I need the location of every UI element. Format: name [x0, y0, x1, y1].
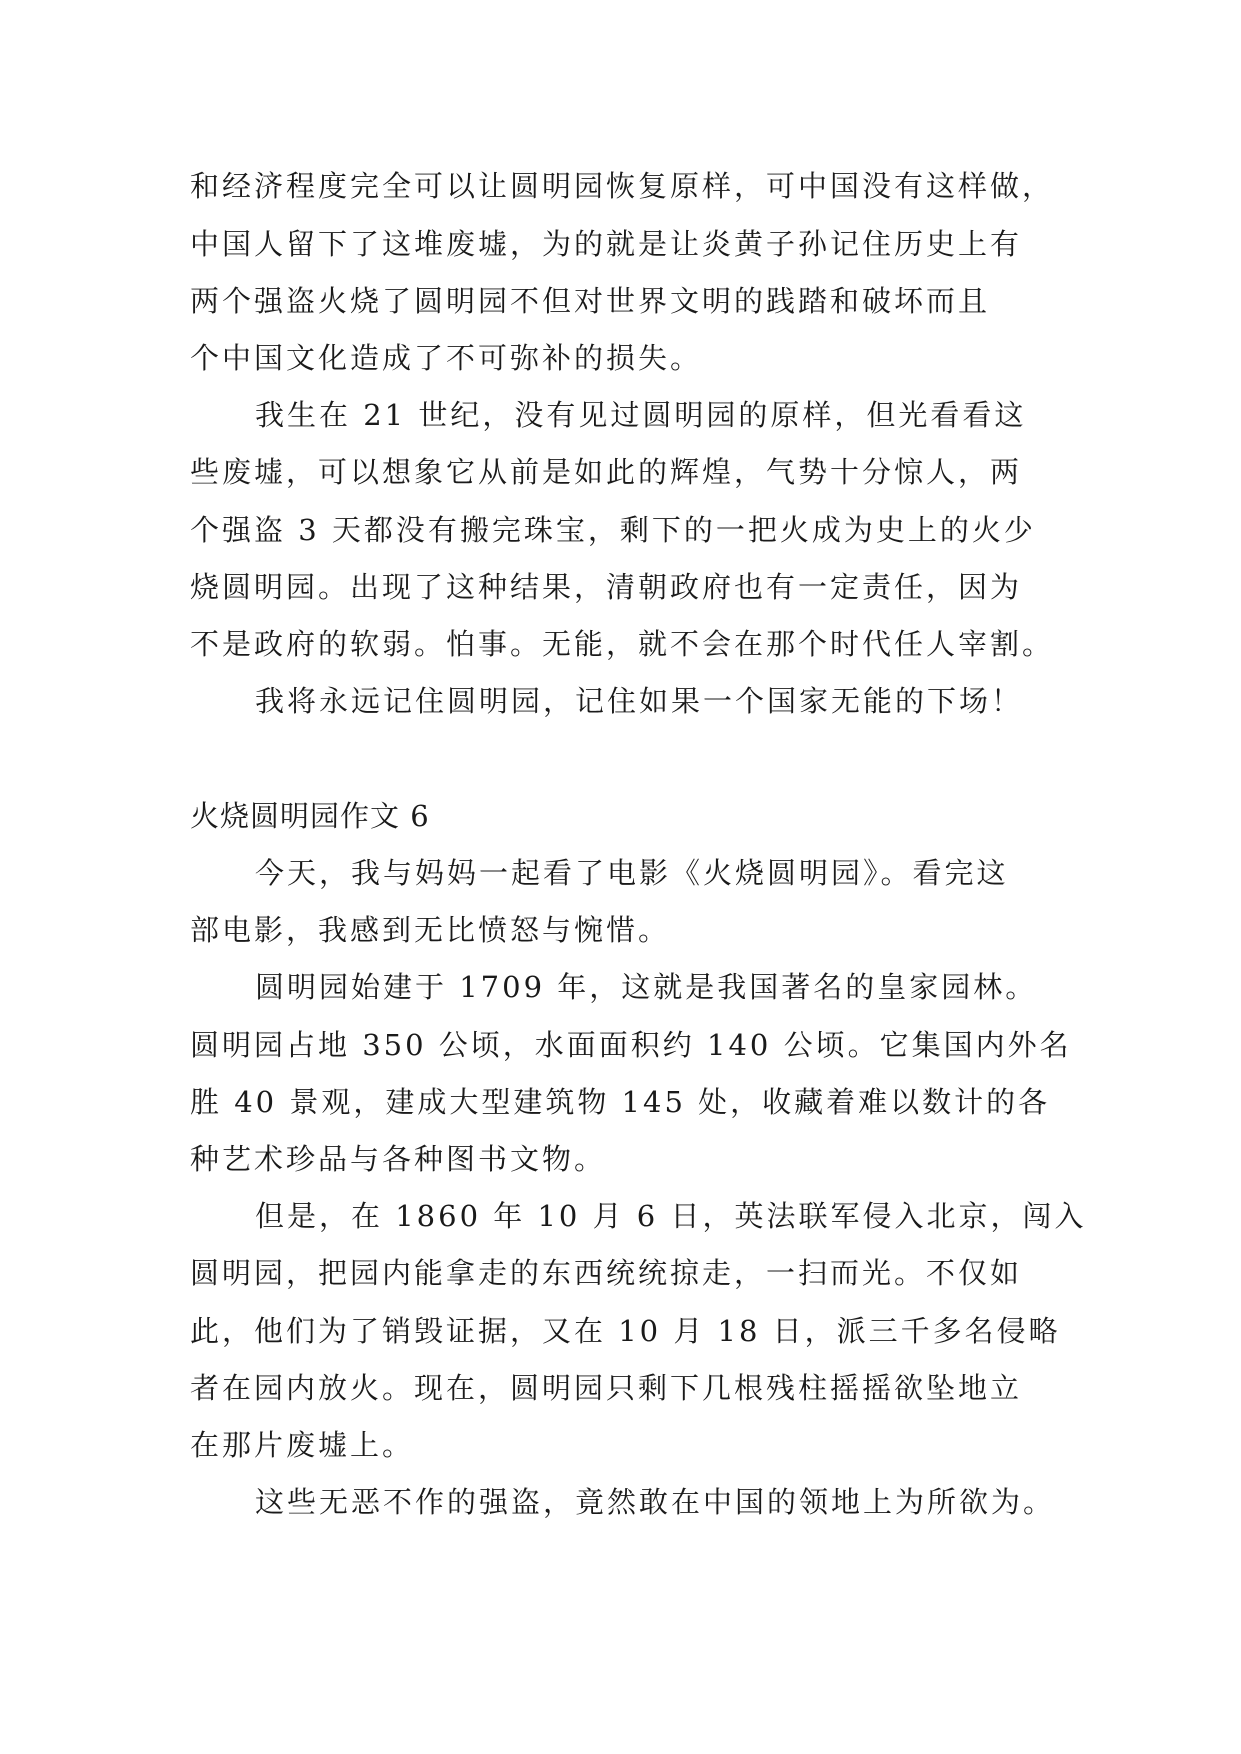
text-line: 部电影，我感到无比愤怒与惋惜。 [190, 913, 671, 947]
text-line: 种艺术珍品与各种图书文物。 [190, 1142, 607, 1176]
text-line: 个强盗 3 天都没有搬完珠宝，剩下的一把火成为史上的火少 [190, 513, 1036, 547]
text-line: 圆明园始建于 1709 年，这就是我国著名的皇家园林。 [255, 970, 1038, 1004]
text-line: 者在园内放火。现在，圆明园只剩下几根残柱摇摇欲坠地立 [190, 1371, 1023, 1405]
text-line: 胜 40 景观，建成大型建筑物 145 处，收藏着难以数计的各 [190, 1085, 1051, 1119]
text-line: 中国人留下了这堆废墟，为的就是让炎黄子孙记住历史上有 [190, 227, 1023, 261]
text-line: 我将永远记住圆明园，记住如果一个国家无能的下场！ [255, 684, 1024, 718]
text-line: 些废墟，可以想象它从前是如此的辉煌，气势十分惊人，两 [190, 455, 1023, 489]
text-line: 但是，在 1860 年 10 月 6 日，英法联军侵入北京，闯入 [255, 1199, 1087, 1233]
text-line: 两个强盗火烧了圆明园不但对世界文明的践踏和破坏而且 [190, 284, 991, 318]
text-line: 不是政府的软弱。怕事。无能，就不会在那个时代任人宰割。 [190, 627, 1055, 661]
text-line: 在那片废墟上。 [190, 1428, 415, 1462]
text-line: 圆明园占地 350 公顷，水面面积约 140 公顷。它集国内外名 [190, 1028, 1072, 1062]
text-line: 圆明园，把园内能拿走的东西统统掠走，一扫而光。不仅如 [190, 1256, 1023, 1290]
text-line: 此，他们为了销毁证据，又在 10 月 18 日，派三千多名侵略 [190, 1314, 1061, 1348]
text-line: 烧圆明园。出现了这种结果，清朝政府也有一定责任，因为 [190, 570, 1023, 604]
text-line: 这些无恶不作的强盗，竟然敢在中国的领地上为所欲为。 [255, 1485, 1056, 1519]
text-line: 和经济程度完全可以让圆明园恢复原样，可中国没有这样做， [190, 169, 1055, 203]
text-line: 我生在 21 世纪，没有见过圆明园的原样，但光看看这 [255, 398, 1027, 432]
text-line: 今天，我与妈妈一起看了电影《火烧圆明园》。看完这 [255, 856, 1009, 890]
essay-title: 火烧圆明园作文 6 [190, 799, 430, 833]
text-line: 个中国文化造成了不可弥补的损失。 [190, 341, 703, 375]
